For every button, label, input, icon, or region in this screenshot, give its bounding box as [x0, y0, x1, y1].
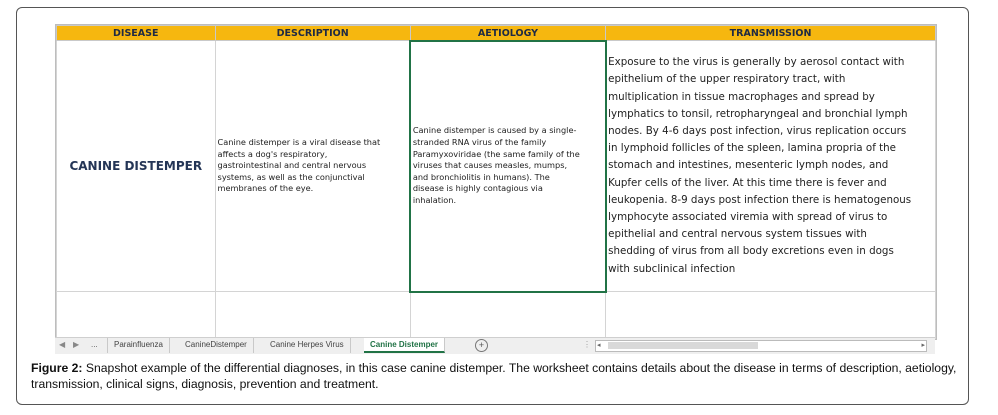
header-transmission[interactable]: TRANSMISSION: [606, 26, 936, 41]
empty-cell[interactable]: [57, 292, 216, 340]
cell-aetiology[interactable]: [410, 41, 605, 292]
transmission-line: with subclinical infection: [608, 262, 736, 275]
aetiology-line: disease is highly contagious via: [412, 183, 543, 194]
empty-cell[interactable]: [215, 292, 410, 340]
transmission-line: in lymphoid follicles of the spleen, lamina propria of the: [608, 142, 896, 155]
transmission-line: nodes. By 4-6 days post infection, virus replication occurs: [608, 124, 907, 137]
description-line: membranes of the eye.: [217, 183, 314, 194]
scroll-left-icon[interactable]: ◂: [597, 342, 601, 349]
transmission-line: Kupfer cells of the liver. At this time there is fever and: [608, 176, 887, 189]
scroll-right-icon[interactable]: ▸: [921, 342, 925, 349]
splitter-handle-icon[interactable]: ⋮: [583, 340, 591, 349]
tab-caninedistemper[interactable]: CanineDistemper: [179, 338, 254, 353]
transmission-line: shedding of virus from all body excretions even in dogs: [608, 245, 894, 258]
cell-disease[interactable]: CANINE DISTEMPER: [57, 41, 216, 292]
tab-scroll-left-icon[interactable]: ◀: [59, 340, 66, 349]
description-line: affects a dog's respiratory,: [217, 148, 328, 159]
tab-parainfluenza[interactable]: Parainfluenza: [107, 338, 170, 353]
tab-canine-distemper[interactable]: Canine Distemper: [364, 338, 445, 353]
transmission-line: Exposure to the virus is generally by aerosol contact with: [608, 56, 905, 69]
transmission-line: lymphatics to tonsil, retropharyngeal and bronchial lymph: [608, 107, 908, 120]
caption-label: Figure 2:: [31, 361, 83, 375]
aetiology-line: Paramyxoviridae (the same family of the: [412, 148, 580, 159]
spreadsheet-grid[interactable]: [55, 24, 937, 340]
transmission-line: multiplication in tissue macrophages and spread by: [608, 90, 875, 103]
transmission-line: stomach and intestines, mesenteric lymph nodes, and: [608, 159, 889, 172]
description-line: gastrointestinal and central nervous: [217, 160, 367, 171]
tab-scroll-right-icon[interactable]: ▶: [73, 340, 80, 349]
transmission-line: epithelium of the upper respiratory tract, with: [608, 73, 846, 86]
horizontal-scrollbar[interactable]: [595, 340, 927, 352]
description-line: systems, as well as the conjunctival: [217, 171, 365, 182]
sheet-tab-bar: [55, 337, 935, 354]
tab-overflow-button[interactable]: ...: [91, 340, 98, 349]
add-sheet-icon[interactable]: +: [475, 339, 488, 352]
empty-cell[interactable]: [606, 292, 936, 340]
aetiology-line: inhalation.: [412, 194, 457, 205]
aetiology-line: stranded RNA virus of the family: [412, 137, 547, 148]
caption-text: Snapshot example of the differential diagnoses, in this case canine distemper. The worksheet contains details about the disease in terms of description, aetiology, transmission, clinical signs, diagnosis, prevention and treatment.: [31, 361, 957, 391]
transmission-line: lymphocyte associated viremia with spread of virus to: [608, 211, 888, 223]
data-table: [56, 25, 936, 340]
header-disease[interactable]: DISEASE: [57, 26, 216, 41]
cell-description[interactable]: [215, 41, 410, 292]
aetiology-line: and bronchiolitis in humans). The: [412, 171, 550, 182]
aetiology-line: viruses that causes measles, mumps,: [412, 160, 568, 171]
scrollbar-thumb[interactable]: [608, 342, 758, 349]
transmission-line: leukopenia. 8-9 days post infection there is hematogenous: [608, 193, 912, 206]
figure-caption: [31, 360, 966, 392]
transmission-line: epithelial and central nervous system tissues with: [608, 228, 867, 241]
description-line: Canine distemper is a viral disease that: [217, 137, 381, 148]
aetiology-line: Canine distemper is caused by a single-: [412, 125, 577, 136]
header-description[interactable]: DESCRIPTION: [215, 26, 410, 41]
cell-transmission[interactable]: [606, 41, 936, 292]
tab-canine-herpes-virus[interactable]: Canine Herpes Virus: [264, 338, 351, 353]
header-aetiology[interactable]: AETIOLOGY: [410, 26, 605, 41]
empty-cell[interactable]: [410, 292, 605, 340]
